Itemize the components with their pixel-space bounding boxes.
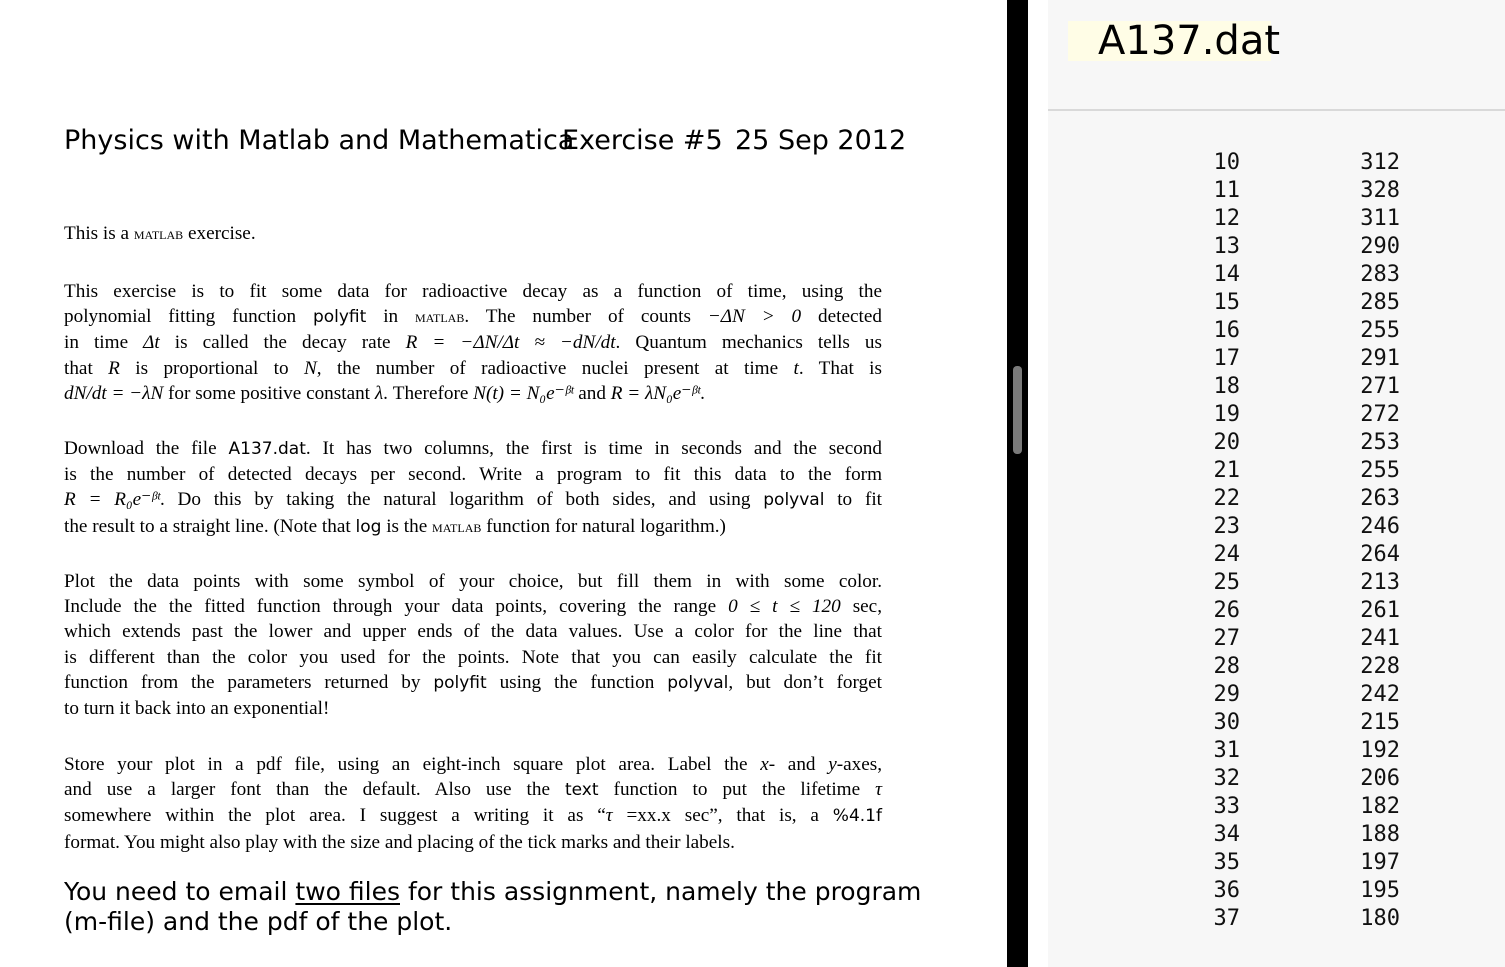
time-value: 17 <box>1213 346 1240 371</box>
count-value: 188 <box>1360 822 1400 847</box>
data-row <box>1048 765 1505 793</box>
data-row <box>1048 457 1505 485</box>
time-value: 22 <box>1213 486 1240 511</box>
scrollbar-thumb[interactable] <box>1013 366 1022 454</box>
text-line: You need to email two files for this assignment, namely the program <box>64 877 922 906</box>
text-line: function from the parameters returned by polyfit using the function polyval, but don’t forget <box>64 671 882 693</box>
count-value: 264 <box>1360 542 1400 567</box>
time-value: 28 <box>1213 654 1240 679</box>
data-row <box>1048 345 1505 373</box>
data-row <box>1048 849 1505 877</box>
code-polyfit: polyfit <box>433 672 487 693</box>
data-row <box>1048 485 1505 513</box>
time-value: 11 <box>1213 178 1240 203</box>
time-value: 13 <box>1213 234 1240 259</box>
code-polyval: polyval <box>763 490 825 511</box>
count-value: 263 <box>1360 486 1400 511</box>
text-line: Include the the fitted function through your data points, covering the range 0 ≤ t ≤ 120 sec, <box>64 596 882 618</box>
count-value: 255 <box>1360 458 1400 483</box>
data-row <box>1048 821 1505 849</box>
text-line: is different than the color you used for the points. Note that you can easily calculate the fit <box>64 646 882 668</box>
count-value: 241 <box>1360 626 1400 651</box>
course-title: Physics with Matlab and Mathematica <box>64 125 575 156</box>
time-value: 16 <box>1213 318 1240 343</box>
data-row <box>1048 681 1505 709</box>
header-divider <box>1048 109 1505 111</box>
file-viewer-panel <box>1048 0 1505 967</box>
time-value: 12 <box>1213 206 1240 231</box>
count-value: 192 <box>1360 738 1400 763</box>
code-polyfit: polyfit <box>312 307 367 328</box>
time-value: 24 <box>1213 542 1240 567</box>
time-value: 19 <box>1213 402 1240 427</box>
text-line: format. You might also play with the size and placing of the tick marks and their labels. <box>64 831 735 853</box>
plot-instructions-paragraph <box>64 569 882 721</box>
count-value: 255 <box>1360 318 1400 343</box>
data-row <box>1048 653 1505 681</box>
download-instructions-paragraph <box>64 436 882 540</box>
data-row <box>1048 149 1505 177</box>
data-row <box>1048 233 1505 261</box>
decay-background-paragraph <box>64 279 882 406</box>
count-value: 242 <box>1360 682 1400 707</box>
count-value: 291 <box>1360 346 1400 371</box>
text-line: (m-file) and the pdf of the plot. <box>64 906 453 936</box>
data-row <box>1048 513 1505 541</box>
data-table <box>1048 149 1505 933</box>
text-line: that R is proportional to N, the number of radioactive nuclei present at time t. That is <box>64 357 882 379</box>
time-value: 14 <box>1213 262 1240 287</box>
data-row <box>1048 793 1505 821</box>
count-value: 272 <box>1360 402 1400 427</box>
time-value: 25 <box>1213 570 1240 595</box>
count-value: 261 <box>1360 598 1400 623</box>
text-line: to turn it back into an exponential! <box>64 698 330 720</box>
code-log: log <box>355 516 382 537</box>
count-value: 246 <box>1360 514 1400 539</box>
exercise-number: Exercise #5 <box>562 125 723 156</box>
time-value: 26 <box>1213 598 1240 623</box>
text-line: Plot the data points with some symbol of your choice, but fill them in with some color. <box>64 571 882 592</box>
exercise-date: 25 Sep 2012 <box>735 125 907 156</box>
text-line: R = R₀e⁻ᵝᵗ. Do this by taking the natural logarithm of both sides, and using polyval to fit <box>64 489 882 511</box>
count-value: 328 <box>1360 178 1400 203</box>
data-row <box>1048 709 1505 737</box>
count-value: 283 <box>1360 262 1400 287</box>
text-line: and use a larger font than the default. Also use the text function to put the lifetime τ <box>64 779 882 801</box>
count-value: 180 <box>1360 906 1400 931</box>
time-value: 20 <box>1213 430 1240 455</box>
time-value: 36 <box>1213 878 1240 903</box>
count-value: 206 <box>1360 766 1400 791</box>
code-format: %4.1f <box>832 806 882 827</box>
data-row <box>1048 261 1505 289</box>
page-header <box>64 125 907 161</box>
data-row <box>1048 569 1505 597</box>
data-row <box>1048 429 1505 457</box>
time-value: 27 <box>1213 626 1240 651</box>
data-row <box>1048 373 1505 401</box>
count-value: 253 <box>1360 430 1400 455</box>
text-line: which extends past the lower and upper ends of the data values. Use a color for the line that <box>64 621 882 643</box>
data-row <box>1048 737 1505 765</box>
count-value: 290 <box>1360 234 1400 259</box>
count-value: 311 <box>1360 206 1400 231</box>
count-value: 215 <box>1360 710 1400 735</box>
data-row <box>1048 541 1505 569</box>
text-line: This is a matlab exercise. <box>64 223 256 244</box>
text-line: somewhere within the plot area. I suggest a writing it as “τ =xx.x sec”, that is, a %4.1f <box>64 805 882 827</box>
time-value: 23 <box>1213 514 1240 539</box>
two-files-emphasis: two files <box>295 877 400 906</box>
count-value: 271 <box>1360 374 1400 399</box>
time-value: 37 <box>1213 906 1240 931</box>
time-value: 10 <box>1213 150 1240 175</box>
time-value: 32 <box>1213 766 1240 791</box>
count-value: 285 <box>1360 290 1400 315</box>
text-line: dN/dt = −λN for some positive constant λ. Therefore N(t) = N₀e⁻ᵝᵗ and R = λN₀e⁻ᵝᵗ. <box>64 382 705 404</box>
data-row <box>1048 289 1505 317</box>
count-value: 197 <box>1360 850 1400 875</box>
submission-note <box>64 877 922 936</box>
count-value: 312 <box>1360 150 1400 175</box>
data-row <box>1048 177 1505 205</box>
file-title-highlight <box>1068 18 1281 64</box>
data-row <box>1048 877 1505 905</box>
time-value: 29 <box>1213 682 1240 707</box>
time-value: 30 <box>1213 710 1240 735</box>
data-row <box>1048 597 1505 625</box>
pdf-instructions-paragraph <box>64 752 882 855</box>
code-polyval: polyval <box>667 672 729 693</box>
data-row <box>1048 905 1505 933</box>
time-value: 15 <box>1213 290 1240 315</box>
text-line: the result to a straight line. (Note that log is the matlab function for natural logarithm.) <box>64 515 726 537</box>
file-title: A137.dat <box>1098 18 1281 64</box>
data-row <box>1048 205 1505 233</box>
text-line: is the number of detected decays per second. Write a program to fit this data to the form <box>64 464 882 486</box>
text-line: in time Δt is called the decay rate R = −ΔN/Δt ≈ −dN/dt. Quantum mechanics tells us <box>64 332 882 354</box>
count-value: 213 <box>1360 570 1400 595</box>
viewer-gutter <box>1028 0 1048 967</box>
time-value: 33 <box>1213 794 1240 819</box>
text-line: polynomial fitting function polyfit in matlab. The number of counts −ΔN > 0 detected <box>64 306 882 328</box>
count-value: 182 <box>1360 794 1400 819</box>
data-row <box>1048 401 1505 429</box>
window-divider <box>1007 0 1028 967</box>
text-line: Store your plot in a pdf file, using an eight-inch square plot area. Label the x- and y-axes, <box>64 754 882 775</box>
count-value: 228 <box>1360 654 1400 679</box>
intro-paragraph <box>64 221 882 246</box>
time-value: 34 <box>1213 822 1240 847</box>
data-row <box>1048 625 1505 653</box>
count-value: 195 <box>1360 878 1400 903</box>
text-line: This exercise is to fit some data for radioactive decay as a function of time, using the <box>64 281 882 302</box>
code-text: text <box>564 780 599 801</box>
time-value: 21 <box>1213 458 1240 483</box>
time-value: 31 <box>1213 738 1240 763</box>
time-value: 18 <box>1213 374 1240 399</box>
time-value: 35 <box>1213 850 1240 875</box>
text-line: Download the file A137.dat. It has two columns, the first is time in seconds and the second <box>64 438 882 459</box>
data-file-name: A137.dat <box>228 439 306 459</box>
data-row <box>1048 317 1505 345</box>
